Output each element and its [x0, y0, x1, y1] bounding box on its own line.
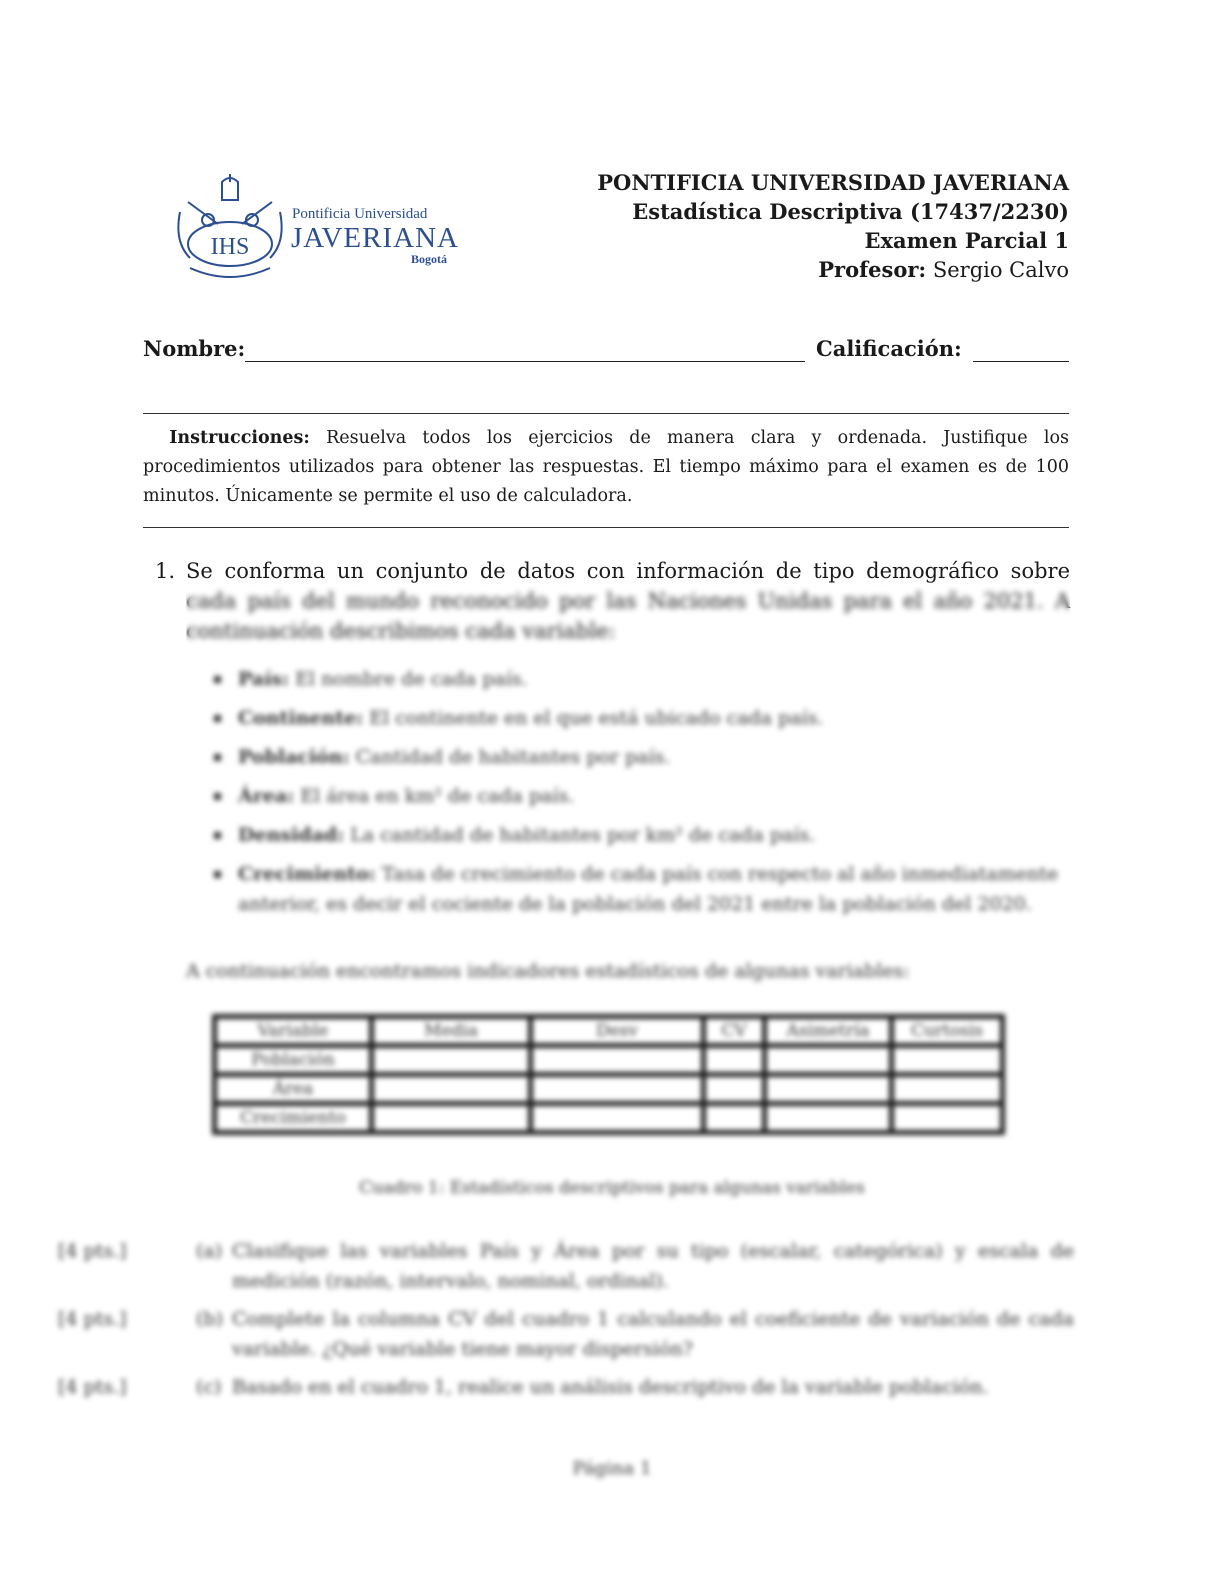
table-cell: [531, 1075, 704, 1104]
professor-line: [597, 255, 1069, 285]
table-cell: [892, 1104, 1003, 1133]
grade-field[interactable]: [973, 361, 1069, 362]
question-number: 1.: [155, 559, 176, 583]
question-intro: Se conforma un conjunto de datos con información de tipo demográfico sobre cada país del mundo reconocido por las Naciones Unidas para el año 2021. A continuación describimos cada variable:: [186, 559, 1070, 643]
list-item: País: El nombre de cada país.: [212, 660, 1074, 699]
part-text: Basado en el cuadro 1, realice un análisis descriptivo de la variable población.: [232, 1376, 989, 1398]
table-cell: [704, 1104, 765, 1133]
table-cell: Crecimiento: [215, 1104, 372, 1133]
exam-header: [597, 168, 1069, 285]
blur-overlay: [186, 586, 1070, 646]
table-cell: [765, 1046, 892, 1075]
logo-text-bogota: Bogotá: [411, 252, 447, 266]
sub-questions: [58, 1236, 1074, 1412]
column-header: Media: [372, 1017, 531, 1046]
instructions: [143, 424, 1069, 511]
table-cell: [765, 1104, 892, 1133]
points-label: [4 pts.]: [58, 1240, 127, 1262]
table-caption: Cuadro 1: Estadísticos descriptivos para algunas variables: [359, 1178, 865, 1198]
table-cell: Población: [215, 1046, 372, 1075]
column-header: Variable: [215, 1017, 372, 1046]
table-row: [215, 1075, 1003, 1104]
list-item: Continente: El continente en el que está ubicado cada país.: [212, 699, 1074, 738]
table-cell: [372, 1104, 531, 1133]
table-row: [215, 1046, 1003, 1075]
part-letter: (a): [196, 1240, 223, 1262]
university-name: PONTIFICIA UNIVERSIDAD JAVERIANA: [597, 170, 1069, 195]
bullet-icon: [214, 715, 221, 722]
bullet-icon: [214, 832, 221, 839]
coat-of-arms-icon: [170, 172, 290, 284]
name-label: Nombre:: [143, 336, 246, 361]
stats-table: [212, 1014, 1005, 1135]
part-text: Complete la columna CV del cuadro 1 calculando el coeficiente de variación de cada variable. ¿Qué variable tiene mayor dispersión?: [232, 1308, 1074, 1360]
points-label: [4 pts.]: [58, 1376, 127, 1398]
table-cell: [372, 1075, 531, 1104]
table-cell: [704, 1075, 765, 1104]
sub-question-b: [58, 1304, 1074, 1372]
column-header: Curtosis: [892, 1017, 1003, 1046]
table-cell: Área: [215, 1075, 372, 1104]
table-cell: [531, 1046, 704, 1075]
professor-label: Profesor:: [818, 257, 927, 282]
professor-name: Sergio Calvo: [932, 258, 1069, 282]
sub-question-c: [58, 1372, 1074, 1412]
sub-question-a: [58, 1236, 1074, 1304]
table-row: [215, 1104, 1003, 1133]
svg-text:IHS: IHS: [210, 234, 250, 260]
bullet-icon: [214, 871, 221, 878]
logo-text-pontificia: Pontificia Universidad: [292, 206, 428, 222]
points-label: [4 pts.]: [58, 1308, 127, 1330]
list-item: Área: El área en km² de cada país.: [212, 777, 1074, 816]
part-letter: (c): [196, 1376, 222, 1398]
part-letter: (b): [196, 1308, 223, 1330]
table-cell: [892, 1046, 1003, 1075]
variable-list: [212, 660, 1074, 919]
course-name: Estadística Descriptiva (17437/2230): [632, 199, 1069, 224]
exam-title: Examen Parcial 1: [864, 228, 1069, 253]
divider-bottom: [143, 527, 1069, 528]
name-field[interactable]: [245, 361, 805, 362]
list-item: Crecimiento: Tasa de crecimiento de cada país con respecto al año inmediatamente anterior, es decir el cociente de la población del 2021 entre la población del 2020.: [212, 855, 1074, 919]
bullet-icon: [214, 793, 221, 800]
grade-label: Calificación:: [816, 336, 962, 361]
divider-top: [143, 413, 1069, 414]
table-cell: [531, 1104, 704, 1133]
bullet-icon: [214, 676, 221, 683]
table-cell: [892, 1075, 1003, 1104]
page-number: Página 1: [572, 1458, 652, 1479]
column-header: Desv: [531, 1017, 704, 1046]
column-header: Asimetría: [765, 1017, 892, 1046]
table-cell: [704, 1046, 765, 1075]
table-header-row: [215, 1017, 1003, 1046]
bullet-icon: [214, 754, 221, 761]
logo-text-javeriana: JAVERIANA: [291, 222, 459, 254]
list-item: Población: Cantidad de habitantes por país.: [212, 738, 1074, 777]
part-text: Clasifique las variables País y Área por su tipo (escalar, categórica) y escala de medición (razón, intervalo, nominal, ordinal).: [232, 1240, 1074, 1292]
table-intro: A continuación encontramos indicadores estadísticos de algunas variables:: [186, 960, 910, 982]
column-header: CV: [704, 1017, 765, 1046]
table-cell: [765, 1075, 892, 1104]
table-cell: [372, 1046, 531, 1075]
list-item: Densidad: La cantidad de habitantes por km² de cada país.: [212, 816, 1074, 855]
instructions-text: Resuelva todos los ejercicios de manera clara y ordenada. Justifique los procedimientos utilizados para obtener las respuestas. El tiempo máximo para el examen es de 100 minutos. Únicamente se permite el uso de calculadora.: [143, 428, 1069, 506]
instructions-label: Instrucciones:: [169, 428, 310, 448]
